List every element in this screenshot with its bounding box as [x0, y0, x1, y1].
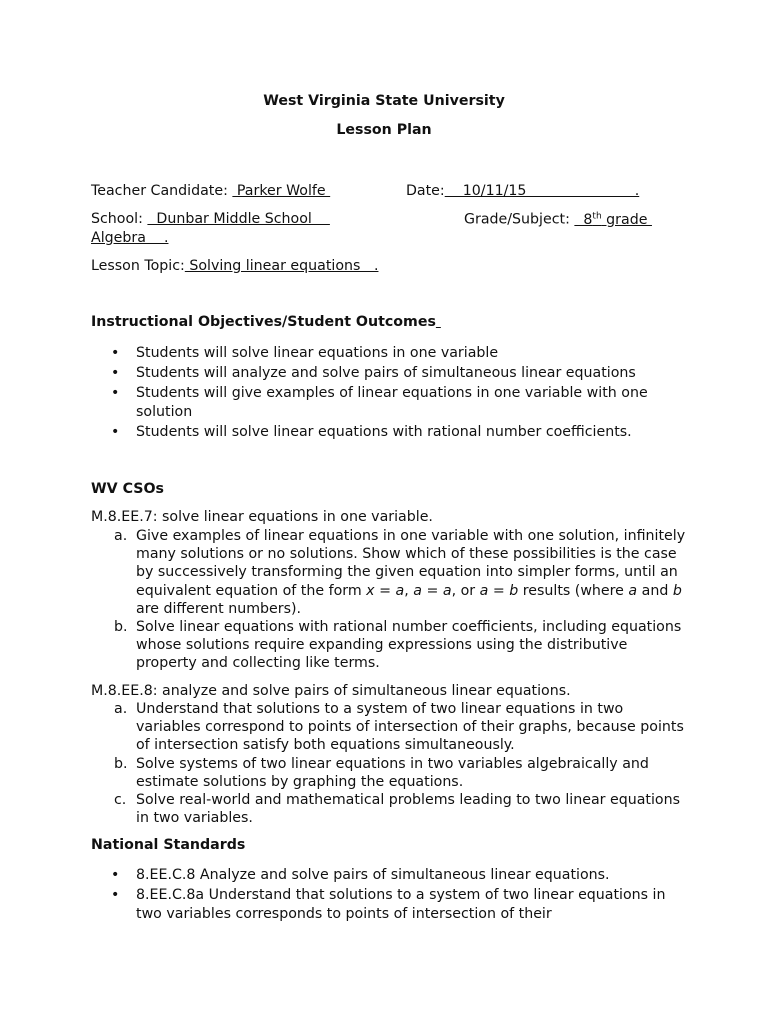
national-standards-heading: National Standards [91, 837, 246, 853]
list-marker: b. [114, 619, 128, 636]
grade-subject-row [464, 211, 652, 228]
lesson-topic-label: Lesson Topic: [91, 258, 185, 274]
list-item [91, 700, 691, 755]
school-row [91, 211, 330, 227]
list-item [91, 755, 691, 791]
list-item: • 8.EE.C.8 Analyze and solve pairs of simultaneous linear equations. [91, 866, 691, 885]
teacher-value: Parker Wolfe [232, 183, 331, 199]
document-type-title: Lesson Plan [336, 122, 432, 138]
teacher-candidate-row [91, 183, 330, 199]
ee8-title: M.8.EE.8: analyze and solve pairs of simultaneous linear equations. [91, 683, 571, 699]
university-title: West Virginia State University [263, 93, 505, 109]
ee8-list [91, 700, 691, 827]
ee7-list [91, 527, 691, 673]
national-standards-list [91, 866, 691, 925]
school-label: School: [91, 211, 143, 227]
grade-subject-continued [91, 230, 168, 246]
grade-subject-label: Grade/Subject: [464, 211, 570, 228]
list-item [91, 527, 691, 618]
ee7-title: M.8.EE.7: solve linear equations in one variable. [91, 509, 433, 525]
list-item: • Students will give examples of linear equations in one variable with one solution [91, 384, 691, 422]
objectives-list [91, 344, 691, 443]
list-item [91, 618, 691, 673]
subject-value: Algebra . [91, 230, 169, 246]
grade-word: grade [601, 211, 652, 228]
school-value: Dunbar Middle School [147, 211, 330, 227]
list-item: • Students will solve linear equations with rational number coefficients. [91, 423, 691, 442]
teacher-label: Teacher Candidate: [91, 183, 228, 199]
lesson-topic-row [91, 258, 378, 274]
date-value: 10/11/15 . [444, 183, 640, 199]
grade-number: 8 [574, 211, 593, 228]
heading-underline-space [436, 314, 441, 330]
list-marker: c. [114, 792, 127, 809]
list-item: • 8.EE.C.8a Understand that solutions to a system of two linear equations in two variables corresponds to points of intersection of their [91, 886, 691, 924]
ee7-b-text: Solve linear equations with rational number coefficients, including equations whose solutions require expanding expressions using the distributive property and collecting like terms. [136, 619, 682, 672]
lesson-topic-value: Solving linear equations . [184, 258, 379, 274]
grade-ordinal: th [592, 211, 602, 221]
date-label: Date: [406, 183, 445, 199]
objectives-heading-text: Instructional Objectives/Student Outcomes [91, 314, 436, 330]
csos-heading: WV CSOs [91, 481, 164, 497]
grade-subject-value [574, 212, 652, 228]
list-item [91, 791, 691, 827]
list-marker: a. [114, 528, 128, 544]
ee8-item-text: Understand that solutions to a system of two linear equations in two variables correspond to points of intersection of their graphs, because points of intersection satisfy both equations simultaneously. [136, 701, 684, 754]
ee8-item-text: Solve systems of two linear equations in two variables algebraically and estimate solutions by graphing the equations. [136, 755, 649, 790]
list-item: • Students will analyze and solve pairs of simultaneous linear equations [91, 364, 691, 383]
list-marker: a. [114, 701, 128, 717]
ee8-item-text: Solve real-world and mathematical problems leading to two linear equations in two variables. [136, 792, 680, 827]
objectives-heading [91, 314, 441, 330]
ee7-a-text: Give examples of linear equations in one variable with one solution, infinitely many solutions or no solutions. Show which of these possibilities is the case by successively transforming the given equation into simpler forms, until an equivalent equation of the form x = a, a = a, or a = b results (where a and b are different numbers). [136, 528, 686, 617]
list-item: • Students will solve linear equations in one variable [91, 344, 691, 363]
list-marker: b. [114, 755, 128, 772]
date-row [406, 183, 639, 199]
